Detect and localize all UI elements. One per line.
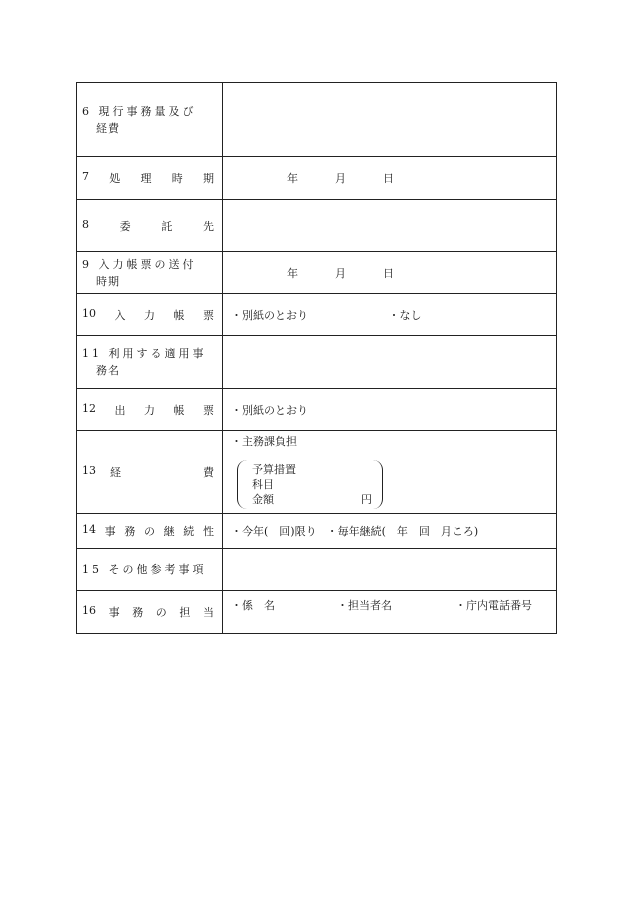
- label-number: 10: [82, 306, 96, 320]
- person-name-field[interactable]: ・担当者名: [337, 599, 392, 612]
- year-label: 年: [287, 172, 298, 185]
- label-char: 事: [104, 525, 116, 538]
- form-row-processing-time: [77, 157, 557, 200]
- label-spread: [82, 402, 222, 418]
- budget-bracket: [237, 460, 383, 509]
- option-see-attachment[interactable]: ・別紙のとおり: [231, 403, 308, 417]
- phone-field[interactable]: ・庁内電話番号: [455, 599, 532, 612]
- day-label: 日: [383, 172, 394, 185]
- label-char: 委: [119, 219, 131, 233]
- label-spread: [82, 307, 222, 323]
- form-row-expenses: [77, 431, 557, 514]
- label-spread: [82, 604, 222, 620]
- label-line-2: 時期: [96, 274, 120, 288]
- contractor-field[interactable]: [223, 200, 557, 252]
- charge-row: [231, 597, 556, 613]
- label-char: 票: [203, 308, 214, 322]
- month-label: 月: [335, 172, 346, 185]
- label-char: 力: [144, 403, 155, 417]
- row-label: [77, 591, 223, 634]
- label-char: 務: [132, 606, 144, 619]
- label-char: 託: [161, 219, 173, 233]
- label-number: 13: [82, 464, 96, 477]
- row-label: [77, 336, 223, 389]
- label-line-1: 15 その他参考事項: [82, 563, 207, 576]
- option-this-year-only[interactable]: ・今年( 回)限り: [231, 525, 317, 538]
- label-line-1: 9 入力帳票の送付: [82, 257, 197, 271]
- label-char: 継: [163, 525, 175, 538]
- label-line-2: 務名: [96, 364, 120, 377]
- option-department-burden[interactable]: ・主務課負担: [231, 435, 297, 448]
- input-forms-field: [223, 294, 557, 336]
- row-label: [77, 549, 223, 591]
- label-char: 事: [108, 606, 120, 619]
- label-char: の: [143, 525, 155, 538]
- label-char: 帳: [173, 308, 185, 322]
- subject-line[interactable]: 科目: [252, 478, 274, 491]
- label-spread: [82, 464, 222, 480]
- form-row-applied-business: [77, 336, 557, 389]
- application-form-table: [76, 82, 557, 634]
- month-label: 月: [335, 266, 346, 280]
- option-see-attachment[interactable]: ・別紙のとおり: [231, 308, 308, 322]
- label-number: 12: [82, 401, 96, 415]
- row-label: [77, 514, 223, 549]
- form-row-other-notes: [77, 549, 557, 591]
- label-char: 性: [202, 525, 214, 538]
- label-char: 先: [202, 219, 214, 233]
- label-char: 出: [114, 403, 126, 417]
- label-number: 8: [82, 217, 89, 231]
- label-char: 時: [171, 172, 183, 185]
- label-char: 経: [110, 466, 121, 479]
- form-row-output-forms: [77, 389, 557, 431]
- form-row-current-workload: [77, 83, 557, 157]
- label-char: 理: [140, 172, 152, 185]
- label-char: 続: [183, 525, 195, 538]
- form-row-input-form-send-time: [77, 252, 557, 294]
- date-row: [231, 265, 556, 281]
- budget-line: 予算措置: [252, 463, 296, 476]
- row-label: [77, 431, 223, 514]
- option-none[interactable]: ・なし: [388, 308, 422, 322]
- label-char: 票: [203, 403, 214, 417]
- label-spread: [82, 170, 222, 186]
- amount-line[interactable]: [252, 492, 372, 507]
- label-char: 当: [202, 606, 214, 619]
- row-label: [77, 389, 223, 431]
- label-line-2: 経費: [96, 121, 120, 135]
- year-label: 年: [287, 266, 298, 280]
- continuity-field: [223, 514, 557, 549]
- label-line-1: 11 利用する適用事: [82, 347, 207, 360]
- form-row-person-in-charge: [77, 591, 557, 634]
- section-name-field[interactable]: ・係 名: [231, 599, 275, 612]
- yen-label: 円: [361, 493, 372, 506]
- label-char: 入: [114, 308, 126, 322]
- person-in-charge-field: [223, 591, 557, 634]
- label-prefix: [82, 464, 121, 480]
- label-number: 14: [82, 523, 96, 536]
- amount-label: 金額: [252, 493, 274, 506]
- label-number: 16: [82, 604, 96, 617]
- send-date-field[interactable]: [223, 252, 557, 294]
- form-row-contractor: [77, 200, 557, 252]
- day-label: 日: [383, 266, 394, 280]
- row-label: [77, 252, 223, 294]
- form-row-input-forms: [77, 294, 557, 336]
- option-yearly[interactable]: ・毎年継続( 年 回 月ころ): [326, 525, 479, 538]
- row-label: [77, 83, 223, 157]
- label-char: の: [155, 606, 167, 619]
- label-spread: [82, 218, 222, 234]
- label-spread: [82, 523, 222, 539]
- label-number: 7: [82, 170, 89, 183]
- processing-date-field[interactable]: [223, 157, 557, 200]
- date-row: [231, 170, 556, 186]
- row-label: [77, 157, 223, 200]
- label-char: 力: [144, 308, 155, 322]
- label-char: 帳: [173, 403, 185, 417]
- output-forms-field: [223, 389, 557, 431]
- other-notes-field[interactable]: [223, 549, 557, 591]
- expenses-field: [223, 431, 557, 514]
- applied-business-field[interactable]: [223, 336, 557, 389]
- label-char: 務: [124, 525, 136, 538]
- label-char: 費: [203, 466, 214, 479]
- label-char: 担: [179, 606, 191, 619]
- row-label: [77, 294, 223, 336]
- label-char: 処: [109, 172, 121, 185]
- label-line-1: 6 現行事務量及び: [82, 104, 197, 118]
- row-label: [77, 200, 223, 252]
- current-workload-field[interactable]: [223, 83, 557, 157]
- form-row-continuity: [77, 514, 557, 549]
- label-char: 期: [203, 172, 214, 185]
